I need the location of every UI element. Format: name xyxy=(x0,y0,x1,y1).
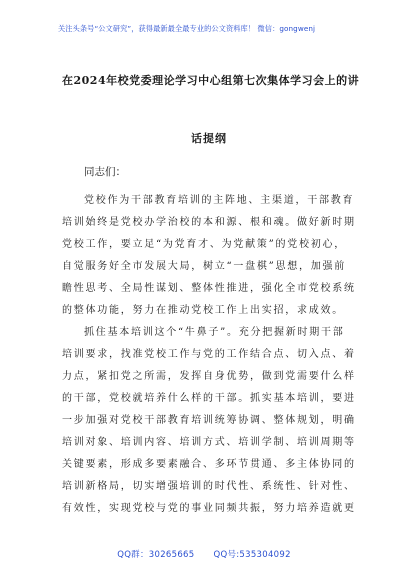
paragraph-line: 瞻性思考、全局性谋划、整体性推进，强化全市党校系统 xyxy=(62,283,356,294)
paragraph-line: 的干部，党校就培养什么样的干部。抓实基本培训，要进 xyxy=(62,393,356,404)
paragraph-line: 关键要素，形成多要素融合、多环节贯通、多主体协同的 xyxy=(62,459,356,470)
paragraph-line: 的整体功能，努力在推动党校工作上出实招，求成效。 xyxy=(62,305,344,316)
paragraph-line: 培训要求，找准党校工作与党的工作结合点、切入点、着 xyxy=(62,349,356,360)
footer-qq-group: QQ群：30265665 xyxy=(117,550,195,560)
footer-contact xyxy=(0,548,408,560)
document-title: 在2024年校党委理论学习中心组第七次集体学习会上的讲 xyxy=(62,74,360,87)
paragraph-line: 培训对象、培训内容、培训方式、培训学制、培训周期等 xyxy=(62,437,356,448)
document-title-continuation: 话提纲 xyxy=(191,132,227,145)
paragraph-line: 党校工作，要立足“为党育才、为党献策”的党校初心， xyxy=(62,239,346,250)
paragraph-line: 自觉服务好全市发展大局，树立“一盘棋”思想，加强前 xyxy=(62,261,346,272)
paragraph-line: 党校作为干部教育培训的主阵地、主渠道，干部教育 xyxy=(84,195,355,206)
footer-qq-number: QQ号:535304092 xyxy=(213,550,291,560)
paragraph-line: 抓住基本培训这个“牛鼻子”。充分把握新时期干部 xyxy=(84,327,345,338)
paragraph-line: 有效性，实现党校与党的事业同频共振，努力培养造就更 xyxy=(62,503,356,514)
salutation: 同志们： xyxy=(84,166,126,178)
paragraph-line: 力点，紧扣党之所需，发挥自身优势，做到党需要什么样 xyxy=(62,371,356,382)
paragraph-line: 一步加强对党校干部教育培训统筹协调、整体规划，明确 xyxy=(62,415,356,426)
paragraph-line: 培训始终是党校办学治校的本和源、根和魂。做好新时期 xyxy=(62,217,356,228)
header-banner: 关注头条号“公文研究”，获得最新最全最专业的公文资料库！ 微信：gongwenj xyxy=(58,24,316,33)
body-text xyxy=(62,190,356,520)
paragraph-line: 培训新格局，切实增强培训的时代性、系统性、针对性、 xyxy=(62,481,356,492)
